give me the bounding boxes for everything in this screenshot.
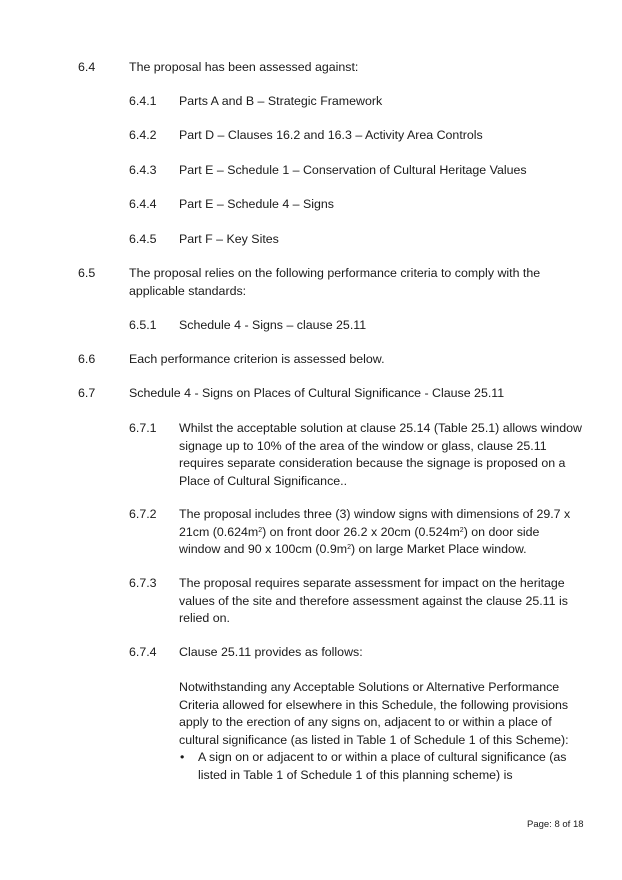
subsection-text	[179, 506, 570, 559]
subsection-number: 6.4.1	[129, 94, 157, 108]
text-line	[179, 524, 570, 542]
text-line: A sign on or adjacent to or within a place of cultural significance (as	[198, 750, 567, 764]
subsection-text	[179, 420, 582, 490]
text-line: listed in Table 1 of Schedule 1 of this planning scheme) is	[198, 767, 513, 782]
text-line: apply to the erection of any signs on, adjacent to or within a place of	[179, 715, 552, 729]
subsection-text: Schedule 4 - Signs – clause 25.11	[179, 318, 367, 332]
section-text: The proposal has been assessed against:	[129, 60, 359, 74]
superscript: 2	[459, 526, 464, 534]
text-line: requires separate consideration because the signage is proposed on a	[179, 456, 566, 470]
subsection-number: 6.4.4	[129, 197, 157, 211]
subsection-number: 6.7.4	[129, 645, 157, 659]
text-fragment: ) on front door 26.2 x 20cm (0.524m	[262, 524, 460, 539]
subsection-text	[179, 575, 568, 628]
subsection-text: Part E – Schedule 4 – Signs	[179, 197, 334, 211]
text-line: The proposal requires separate assessment for impact on the heritage	[179, 576, 565, 590]
superscript: 2	[347, 544, 351, 551]
text-line: signage up to 10% of the area of the window or glass, clause 25.11	[179, 438, 547, 453]
subsection-number: 6.7.2	[129, 507, 157, 521]
subsection-text: Part D – Clauses 16.2 and 16.3 – Activity Area Controls	[179, 128, 483, 142]
subsection-number: 6.7.1	[129, 421, 157, 435]
bullet-icon: •	[180, 750, 185, 764]
text-line: relied on.	[179, 611, 230, 625]
text-fragment: 21cm (0.624m	[179, 524, 259, 539]
section-text: Each performance criterion is assessed below.	[129, 352, 385, 366]
section-number: 6.5	[78, 266, 96, 280]
text-line	[179, 541, 570, 559]
page-number: Page: 8 of 18	[527, 819, 584, 830]
text-line: The proposal includes three (3) window signs with dimensions of 29.7 x	[179, 507, 571, 521]
subsection-number: 6.4.3	[129, 163, 157, 177]
subsection-text: Part E – Schedule 1 – Conservation of Cultural Heritage Values	[179, 163, 527, 177]
subsection-text: Parts A and B – Strategic Framework	[179, 94, 383, 108]
text-line: values of the site and therefore assessment against the clause 25.11 is	[179, 593, 568, 608]
section-text: Schedule 4 - Signs on Places of Cultural Significance - Clause 25.11	[129, 386, 505, 400]
superscript: 2	[258, 526, 263, 534]
subsection-text: Clause 25.11 provides as follows:	[179, 645, 363, 659]
text-fragment: window and 90 x 100cm (0.9m	[179, 542, 348, 556]
subsection-number: 6.7.3	[129, 576, 157, 590]
subsection-number: 6.5.1	[129, 318, 157, 332]
subsection-number: 6.4.2	[129, 128, 157, 142]
text-line: The proposal relies on the following performance criteria to comply with the	[129, 266, 541, 280]
text-fragment: ) on large Market Place window.	[350, 542, 527, 556]
subsection-number: 6.4.5	[129, 232, 157, 246]
section-number: 6.4	[78, 60, 96, 74]
text-line: cultural significance (as listed in Table 1 of Schedule 1 of this Scheme):	[179, 732, 569, 747]
text-line: Place of Cultural Significance..	[179, 473, 348, 488]
text-line: Notwithstanding any Acceptable Solutions or Alternative Performance	[179, 680, 560, 694]
section-text	[129, 265, 540, 300]
subsection-text: Part F – Key Sites	[179, 232, 279, 246]
text-fragment: ) on door side	[463, 524, 540, 539]
text-line: Criteria allowed for elsewhere in this Schedule, the following provisions	[179, 697, 569, 712]
quoted-provision	[179, 679, 569, 749]
bullet-text	[198, 749, 566, 784]
section-number: 6.6	[78, 352, 96, 366]
text-line: Whilst the acceptable solution at clause 25.14 (Table 25.1) allows window	[179, 421, 582, 435]
text-line: applicable standards:	[129, 283, 247, 298]
section-number: 6.7	[78, 386, 96, 400]
